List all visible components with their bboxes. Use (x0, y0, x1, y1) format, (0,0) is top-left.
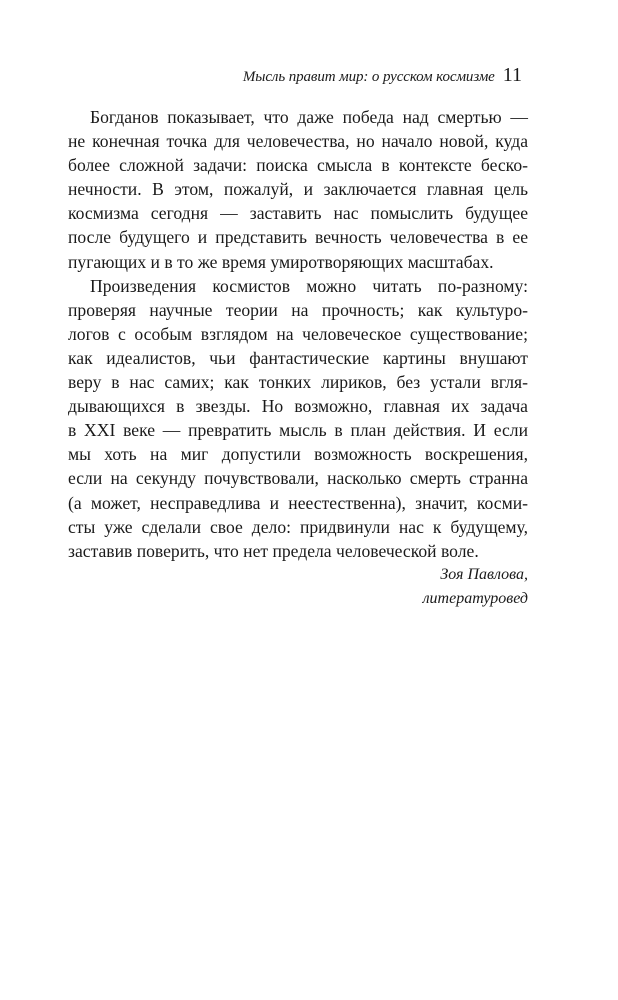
text-line: проверяя научные теории на прочность; как культуро- (68, 299, 528, 320)
text-line: заставив поверить, что нет предела человеческой воле. (68, 540, 479, 561)
text-line: (а может, несправедлива и неестественна), значит, косми- (68, 492, 528, 513)
text-line: логов с особым взглядом на человеческое существование; (68, 323, 528, 344)
text-line: нечности. В этом, пожалуй, и заключается главная цель (68, 179, 528, 200)
paragraph-1 (68, 105, 528, 274)
text-line: не конечная точка для человечества, но начало новой, куда (68, 131, 528, 152)
text-line: пугающих и в то же время умиротворяющих масштабах. (68, 251, 494, 272)
signature-role: литературовед (422, 589, 528, 607)
body-text (68, 105, 528, 611)
running-title: Мысль правит мир: о русском космизме (242, 69, 495, 85)
signature-block (68, 563, 528, 611)
text-line: как идеалистов, чьи фантастические картины внушают (68, 347, 528, 368)
text-line: после будущего и представить вечность человечества в ее (68, 227, 528, 248)
text-line: космизма сегодня — заставить нас помыслить будущее (68, 203, 528, 224)
page-number: 11 (502, 64, 522, 86)
text-line: более сложной задачи: поиска смысла в контексте беско- (68, 155, 528, 176)
text-line: мы хоть на миг допустили возможность воскрешения, (68, 444, 528, 465)
text-line: дывающихся в звезды. Но возможно, главная их задача (68, 396, 528, 417)
text-line: веру в нас самих; как тонких лириков, без устали вгля- (68, 372, 528, 393)
text-line: Богданов показывает, что даже победа над смертью — (90, 107, 528, 127)
running-header (96, 63, 522, 89)
text-line: если на секунду почувствовали, насколько смерть странна (68, 468, 528, 489)
text-line: Произведения космистов можно читать по-разному: (90, 275, 528, 296)
signature-author: Зоя Павлова, (440, 565, 528, 583)
paragraph-2 (68, 274, 528, 563)
text-line: в XXI веке — превратить мысль в план действия. И если (68, 420, 528, 441)
text-line: сты уже сделали свое дело: придвинули нас к будущему, (68, 516, 528, 537)
